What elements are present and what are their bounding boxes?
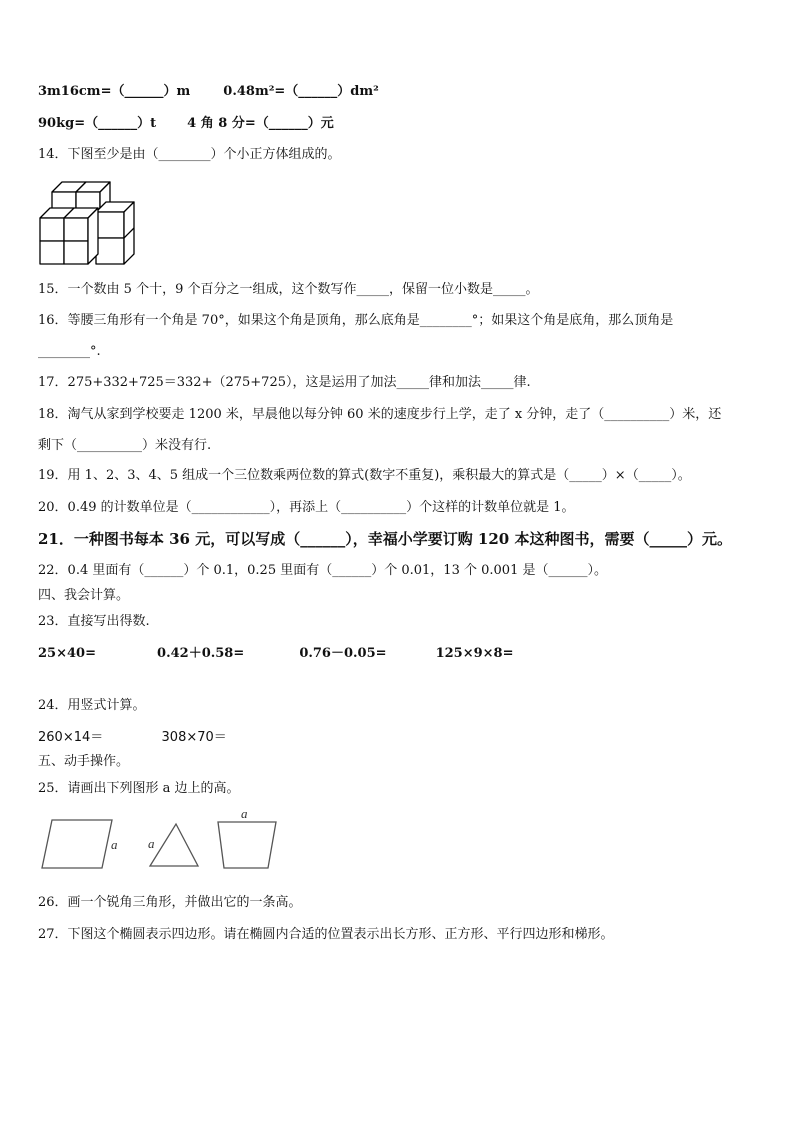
conversion-money: 4 角 8 分=（______）元 bbox=[187, 116, 334, 131]
question-24: 24．用竖式计算。 bbox=[38, 698, 146, 713]
conversion-mass: 90kg=（______）t bbox=[38, 116, 157, 131]
conversion-area: 0.48m²=（______）dm² bbox=[223, 84, 379, 99]
vertical-item: 260×14＝ bbox=[38, 730, 104, 745]
question-26: 26．画一个锐角三角形，并做出它的一条高。 bbox=[38, 895, 302, 910]
triangle-shape bbox=[150, 824, 198, 866]
calc-item: 0.76－0.05= bbox=[299, 646, 387, 661]
calc-item: 25×40= bbox=[38, 646, 96, 661]
question-25: 25．请画出下列图形 a 边上的高。 bbox=[38, 781, 240, 796]
question-17: 17．275+332+725＝332+（275+725），这是运用了加法_____律和加法_____律. bbox=[38, 375, 531, 390]
conversion-length: 3m16cm=（______）m bbox=[38, 84, 191, 99]
unit-conversion-row-2 bbox=[38, 115, 334, 133]
section-calculation-heading: 四、我会计算。 bbox=[38, 588, 130, 603]
side-label-a: a bbox=[148, 836, 155, 851]
cube-stack-figure bbox=[38, 178, 136, 268]
question-16-continued: ________°. bbox=[38, 344, 101, 359]
question-27: 27．下图这个椭圆表示四边形。请在椭圆内合适的位置表示出长方形、正方形、平行四边形和梯形。 bbox=[38, 927, 614, 942]
question-21: 21．一种图书每本 36 元，可以写成（______），幸福小学要订购 120 本这种图书，需要（_____）元。 bbox=[38, 530, 732, 548]
calc-item: 0.42＋0.58= bbox=[157, 646, 245, 661]
trapezoid-shape bbox=[218, 822, 276, 868]
question-14: 14．下图至少是由（________）个小正方体组成的。 bbox=[38, 147, 341, 162]
question-16: 16．等腰三角形有一个角是 70°，如果这个角是顶角，那么底角是________°；如果这个角是底角，那么顶角是 bbox=[38, 313, 674, 328]
question-18-continued: 剩下（__________）米没有行. bbox=[38, 438, 212, 453]
mental-calculation-row bbox=[38, 645, 514, 663]
question-20: 20．0.49 的计数单位是（____________），再添上（__________）个这样的计数单位就是 1。 bbox=[38, 500, 575, 515]
calc-item: 125×9×8= bbox=[435, 646, 514, 661]
question-18: 18．淘气从家到学校要走 1200 米，早晨他以每分钟 60 米的速度步行上学，走了 x 分钟，走了（__________）米，还 bbox=[38, 407, 722, 422]
question-15: 15．一个数由 5 个十，9 个百分之一组成，这个数写作_____，保留一位小数是_____。 bbox=[38, 282, 539, 297]
question-22: 22．0.4 里面有（______）个 0.1，0.25 里面有（______）个 0.01，13 个 0.001 是（______）。 bbox=[38, 563, 607, 578]
question-19: 19．用 1、2、3、4、5 组成一个三位数乘两位数的算式(数字不重复)，乘积最大的算式是（_____）×（_____）。 bbox=[38, 468, 691, 483]
vertical-item: 308×70＝ bbox=[161, 730, 227, 745]
vertical-calculation-row bbox=[38, 729, 227, 747]
unit-conversion-row-1 bbox=[38, 83, 379, 101]
parallelogram-shape bbox=[42, 820, 112, 868]
question-23: 23．直接写出得数. bbox=[38, 614, 150, 629]
geometry-shapes-figure bbox=[38, 806, 288, 872]
side-label-a: a bbox=[111, 837, 118, 852]
side-label-a: a bbox=[241, 806, 248, 821]
section-hands-on-heading: 五、动手操作。 bbox=[38, 754, 130, 769]
